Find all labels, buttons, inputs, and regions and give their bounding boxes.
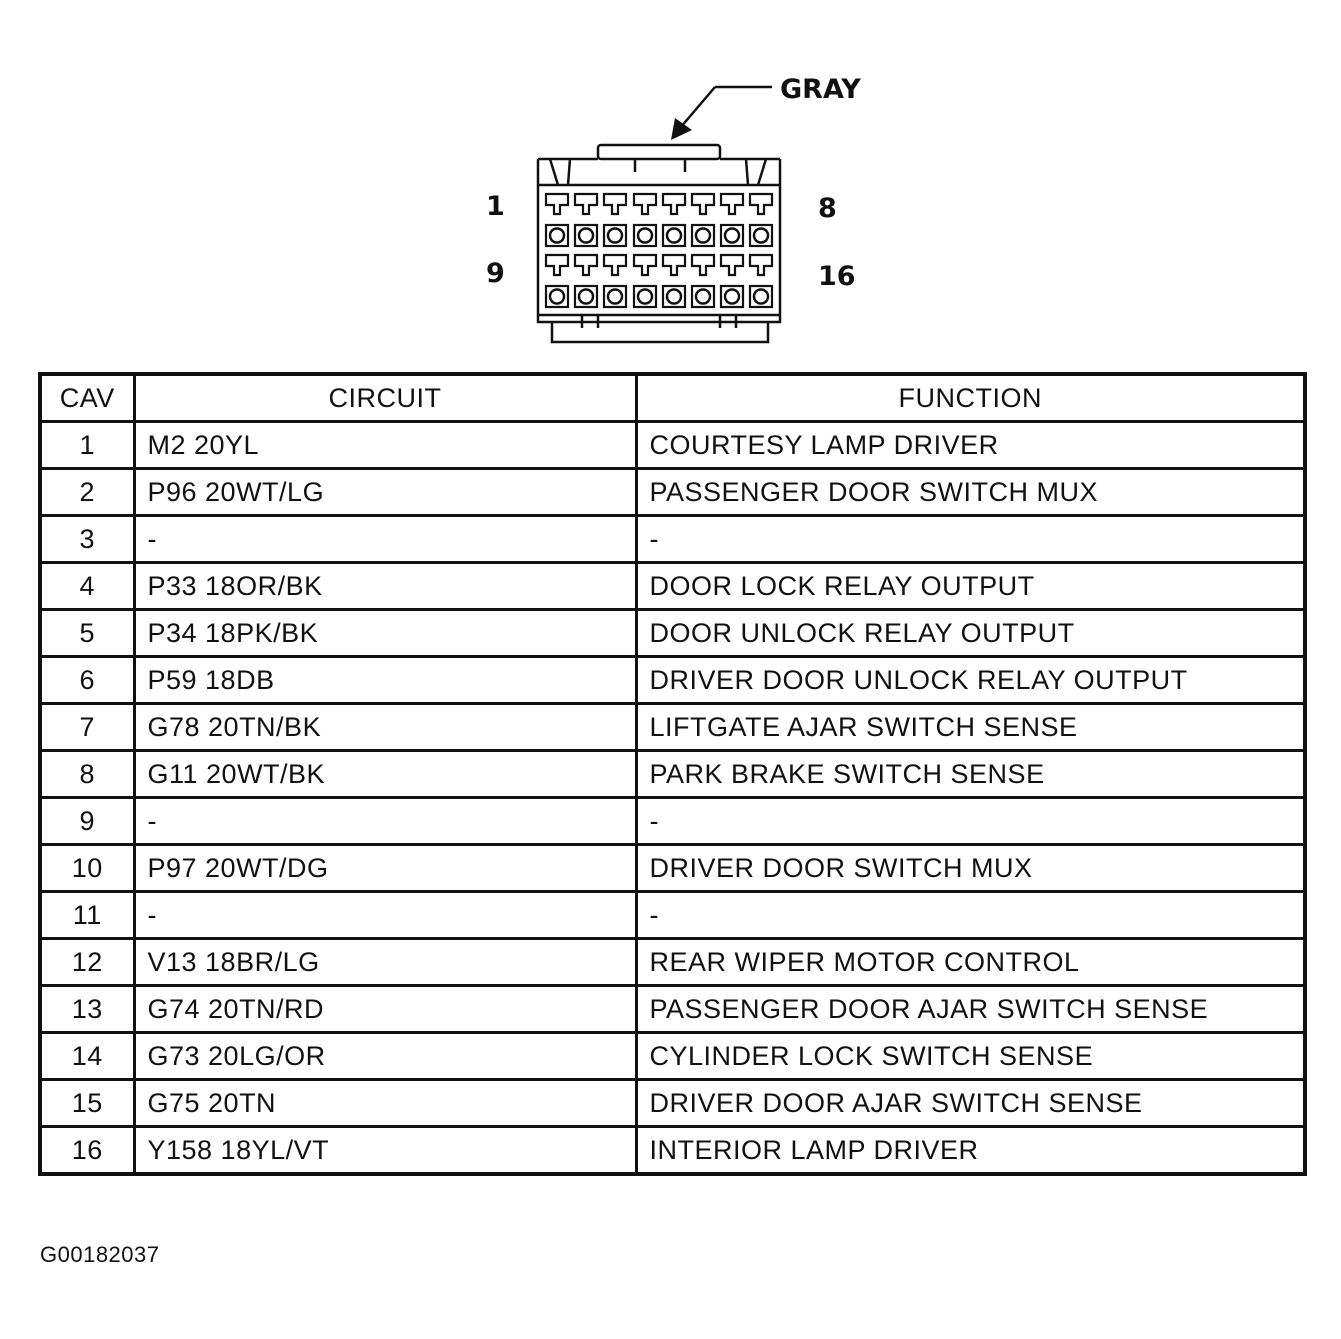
function-cell: DOOR LOCK RELAY OUTPUT — [636, 563, 1305, 610]
circuit-cell: - — [134, 798, 636, 845]
function-cell: PARK BRAKE SWITCH SENSE — [636, 751, 1305, 798]
cav-cell: 7 — [40, 704, 134, 751]
pin-label-top-right: 8 — [818, 193, 837, 224]
header-function: FUNCTION — [636, 374, 1305, 422]
table-row — [40, 986, 1305, 1033]
table-row — [40, 1080, 1305, 1127]
color-arrow-head-icon — [671, 118, 692, 140]
cav-cell: 4 — [40, 563, 134, 610]
table-row — [40, 939, 1305, 986]
figure-id: G00182037 — [40, 1242, 160, 1267]
function-cell: DRIVER DOOR UNLOCK RELAY OUTPUT — [636, 657, 1305, 704]
function-cell: LIFTGATE AJAR SWITCH SENSE — [636, 704, 1305, 751]
table-row — [40, 798, 1305, 845]
circuit-cell: - — [134, 892, 636, 939]
table-row — [40, 704, 1305, 751]
function-cell: COURTESY LAMP DRIVER — [636, 422, 1305, 469]
function-cell: INTERIOR LAMP DRIVER — [636, 1127, 1305, 1175]
circuit-cell: G73 20LG/OR — [134, 1033, 636, 1080]
cav-cell: 13 — [40, 986, 134, 1033]
table-row — [40, 563, 1305, 610]
circuit-cell: P33 18OR/BK — [134, 563, 636, 610]
function-cell: DRIVER DOOR AJAR SWITCH SENSE — [636, 1080, 1305, 1127]
terminal-row-1-3 — [546, 194, 772, 214]
circuit-cell: V13 18BR/LG — [134, 939, 636, 986]
cav-cell: 3 — [40, 516, 134, 563]
circuit-cell: G78 20TN/BK — [134, 704, 636, 751]
circuit-cell: M2 20YL — [134, 422, 636, 469]
function-cell: REAR WIPER MOTOR CONTROL — [636, 939, 1305, 986]
pinout-table — [38, 372, 1307, 1176]
circuit-cell: P34 18PK/BK — [134, 610, 636, 657]
circuit-cell: P97 20WT/DG — [134, 845, 636, 892]
terminal-row-1-5 — [546, 225, 772, 246]
circuit-cell: P59 18DB — [134, 657, 636, 704]
connector-diagram — [470, 60, 870, 360]
color-leader-arrow-line — [680, 87, 715, 128]
circuit-cell: - — [134, 516, 636, 563]
pin-label-bottom-right: 16 — [818, 261, 856, 292]
terminal-row-2-5 — [546, 286, 772, 307]
cav-cell: 2 — [40, 469, 134, 516]
table-row — [40, 1127, 1305, 1175]
function-cell: PASSENGER DOOR SWITCH MUX — [636, 469, 1305, 516]
table-row — [40, 1033, 1305, 1080]
circuit-cell: Y158 18YL/VT — [134, 1127, 636, 1175]
function-cell: CYLINDER LOCK SWITCH SENSE — [636, 1033, 1305, 1080]
cav-cell: 11 — [40, 892, 134, 939]
function-cell: - — [636, 798, 1305, 845]
cav-cell: 10 — [40, 845, 134, 892]
terminal-row-2-3 — [546, 255, 772, 275]
table-header-row — [40, 374, 1305, 422]
table-row — [40, 751, 1305, 798]
table-row — [40, 469, 1305, 516]
table-row — [40, 892, 1305, 939]
cav-cell: 5 — [40, 610, 134, 657]
cav-cell: 1 — [40, 422, 134, 469]
cav-cell: 15 — [40, 1080, 134, 1127]
circuit-cell: G11 20WT/BK — [134, 751, 636, 798]
header-cav: CAV — [40, 374, 134, 422]
function-cell: - — [636, 892, 1305, 939]
circuit-cell: G75 20TN — [134, 1080, 636, 1127]
function-cell: - — [636, 516, 1305, 563]
table-row — [40, 845, 1305, 892]
table-row — [40, 657, 1305, 704]
header-circuit: CIRCUIT — [134, 374, 636, 422]
circuit-cell: P96 20WT/LG — [134, 469, 636, 516]
cav-cell: 12 — [40, 939, 134, 986]
cav-cell: 6 — [40, 657, 134, 704]
cav-cell: 16 — [40, 1127, 134, 1175]
function-cell: DOOR UNLOCK RELAY OUTPUT — [636, 610, 1305, 657]
cav-cell: 14 — [40, 1033, 134, 1080]
function-cell: PASSENGER DOOR AJAR SWITCH SENSE — [636, 986, 1305, 1033]
table-row — [40, 422, 1305, 469]
table-row — [40, 516, 1305, 563]
function-cell: DRIVER DOOR SWITCH MUX — [636, 845, 1305, 892]
cav-cell: 8 — [40, 751, 134, 798]
table-row — [40, 610, 1305, 657]
pin-label-top-left: 1 — [486, 191, 505, 222]
connector-color-label: GRAY — [780, 74, 861, 105]
circuit-cell: G74 20TN/RD — [134, 986, 636, 1033]
pin-label-bottom-left: 9 — [486, 258, 505, 289]
cav-cell: 9 — [40, 798, 134, 845]
